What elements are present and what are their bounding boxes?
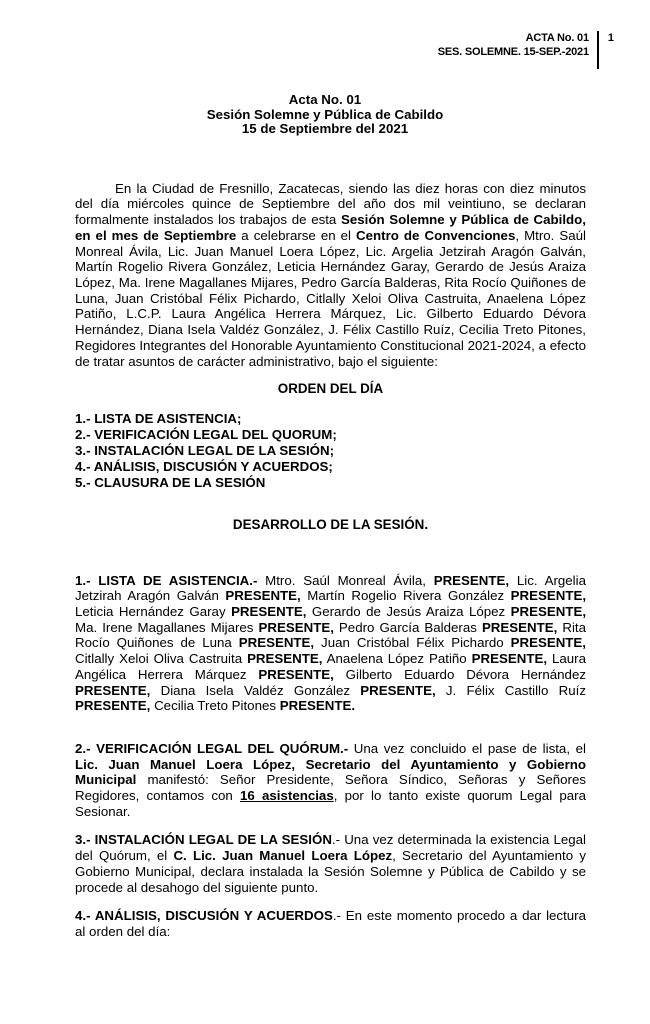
page-number: 1 — [597, 31, 616, 69]
page-header — [0, 0, 650, 69]
document-title — [0, 93, 650, 137]
analysis-paragraph: 4.- ANÁLISIS, DISCUSIÓN Y ACUERDOS.- En este momento procedo a dar lectura al orden del día: — [75, 908, 586, 939]
quorum-paragraph: 2.- VERIFICACIÓN LEGAL DEL QUÓRUM.- Una vez concluido el pase de lista, el Lic. Juan Manuel Loera López, Secretario del Ayuntamiento y Gobierno Municipal manifestó: Señor Presidente, Señora Síndico, Señoras y Señores Regidores, contamos con 16 asistencias, por lo tanto existe quorum Legal para Sesionar. — [75, 740, 586, 819]
attendance-paragraph: 1.- LISTA DE ASISTENCIA.- Mtro. Saúl Monreal Ávila, PRESENTE, Lic. Argelia Jetzirah Aragón Galván PRESENTE, Martín Rogelio Rivera González PRESENTE, Leticia Hernández Garay PRESENTE, Gerardo de Jesús Araiza López PRESENTE, Ma. Irene Magallanes Mijares PRESENTE, Pedro García Balderas PRESENTE, Rita Rocío Quiñones de Luna PRESENTE, Juan Cristóbal Félix Pichardo PRESENTE, Citlally Xeloi Oliva Castruita PRESENTE, Anaelena López Patiño PRESENTE, Laura Angélica Herrera Márquez PRESENTE, Gilberto Eduardo Dévora Hernández PRESENTE, Diana Isela Valdéz González PRESENTE, J. Félix Castillo Ruíz PRESENTE, Cecilia Treto Pitones PRESENTE. — [75, 572, 587, 714]
agenda-item-5: 5.- CLAUSURA DE LA SESIÓN — [75, 474, 266, 490]
opening-paragraph: En la Ciudad de Fresnillo, Zacatecas, siendo las diez horas con diez minutos del día miércoles quince de Septiembre del año dos mil veintiuno, se declaran formalmente instalados los trabajos de esta Sesión Solemne y Pública de Cabildo, en el mes de Septiembre a celebrarse en el Centro de Convenciones, Mtro. Saúl Monreal Ávila, Lic. Juan Manuel Loera López, Lic. Argelia Jetzirah Aragón Galván, Martín Rogelio Rivera González, Leticia Hernández Garay, Gerardo de Jesús Araiza López, Ma. Irene Magallanes Mijares, Pedro García Balderas, Rita Rocío Quiñones de Luna, Juan Cristóbal Félix Pichardo, Citlally Xeloi Oliva Castruita, Anaelena López Patiño, L.C.P. Laura Angélica Herrera Márquez, Lic. Gilberto Eduardo Dévora Hernández, Diana Isela Valdéz González, J. Félix Castillo Ruíz, Cecilia Treto Pitones, Regidores Integrantes del Honorable Ayuntamiento Constitucional 2021-2024, a efecto de tratar asuntos de carácter administrativo, bajo el siguiente: — [75, 180, 587, 369]
title-session-line: Sesión Solemne y Pública de Cabildo — [206, 106, 444, 122]
header-session-label: SES. SOLEMNE. 15-SEP.-2021 — [437, 46, 589, 58]
agenda-item-2: 2.- VERIFICACIÓN LEGAL DEL QUORUM; — [75, 426, 337, 442]
orden-del-dia-heading: ORDEN DEL DÍA — [277, 381, 384, 397]
document-body — [75, 181, 586, 940]
header-labels — [438, 31, 589, 59]
agenda-item-3: 3.- INSTALACIÓN LEGAL DE LA SESIÓN; — [75, 442, 335, 458]
agenda-list — [75, 411, 586, 491]
header-acta-label: ACTA No. 01 — [525, 32, 589, 44]
agenda-item-1: 1.- LISTA DE ASISTENCIA; — [75, 410, 242, 426]
installation-paragraph: 3.- INSTALACIÓN LEGAL DE LA SESIÓN.- Una vez determinada la existencia Legal del Quórum, el C. Lic. Juan Manuel Loera López, Secretario del Ayuntamiento y Gobierno Municipal, declara instalada la Sesión Solemne y Pública de Cabildo y se procede al desahogo del siguiente punto. — [75, 832, 587, 895]
desarrollo-heading: DESARROLLO DE LA SESIÓN. — [232, 516, 429, 532]
title-acta-line: Acta No. 01 — [288, 92, 362, 107]
agenda-item-4: 4.- ANÁLISIS, DISCUSIÓN Y ACUERDOS; — [75, 458, 333, 474]
title-date-line: 15 de Septiembre del 2021 — [241, 121, 409, 137]
